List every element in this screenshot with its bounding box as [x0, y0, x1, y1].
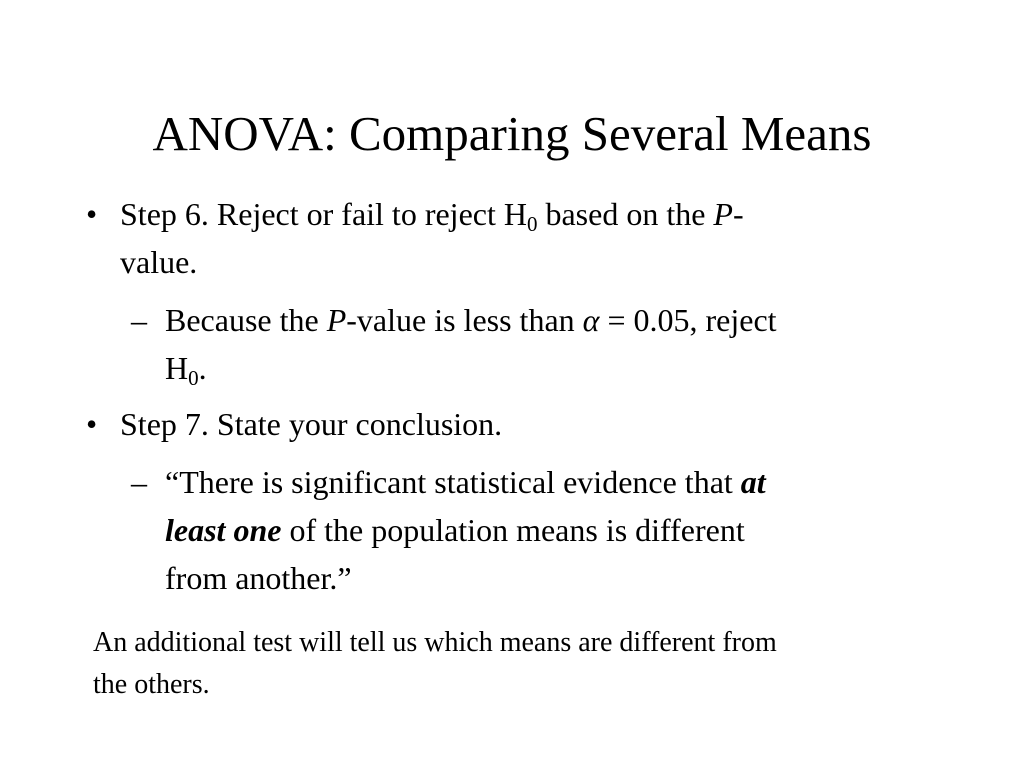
p-symbol: P [326, 302, 347, 338]
bullet-line: Step 7. State your conclusion. [120, 406, 503, 442]
bullet-line [165, 344, 945, 392]
bullet-marker: • [86, 406, 98, 442]
slide-title: ANOVA: Comparing Several Means [152, 106, 872, 161]
subbullet-reject [131, 296, 945, 392]
bullet-line: from another.” [165, 560, 352, 596]
subscript: 0 [188, 366, 199, 390]
bullet-line: value. [120, 244, 198, 280]
bullet-line [120, 190, 920, 238]
p-symbol: P [713, 196, 733, 232]
emphasis-text: at [740, 464, 766, 500]
bullet-step-7 [86, 400, 920, 448]
bullet-step-6 [86, 190, 920, 286]
bullet-line [165, 458, 945, 506]
bullet-text: based on the [537, 196, 714, 232]
bullet-line [165, 506, 945, 554]
bullet-line [165, 296, 945, 344]
bullet-text: -value is less than [346, 302, 583, 338]
bullet-text: H [165, 350, 189, 386]
bullet-text: “There is significant statistical evidence that [165, 464, 741, 500]
footnote [93, 622, 943, 706]
footnote-line: An additional test will tell us which means are different from [93, 627, 777, 658]
emphasis-text: least one [165, 512, 282, 548]
bullet-text: . [198, 350, 207, 386]
footnote-line: the others. [93, 669, 210, 700]
bullet-marker: • [86, 196, 98, 232]
subscript: 0 [526, 212, 538, 236]
bullet-text: Step 6. Reject or fail to reject H [120, 196, 527, 232]
subbullet-marker: – [131, 302, 147, 338]
subbullet-conclusion [131, 458, 945, 602]
bullet-text: = 0.05, reject [599, 302, 777, 338]
alpha-symbol: α [582, 302, 600, 338]
bullet-text: - [732, 196, 744, 232]
bullet-text: Because the [165, 302, 327, 338]
bullet-text: of the population means is different [281, 512, 745, 548]
subbullet-marker: – [131, 464, 147, 500]
